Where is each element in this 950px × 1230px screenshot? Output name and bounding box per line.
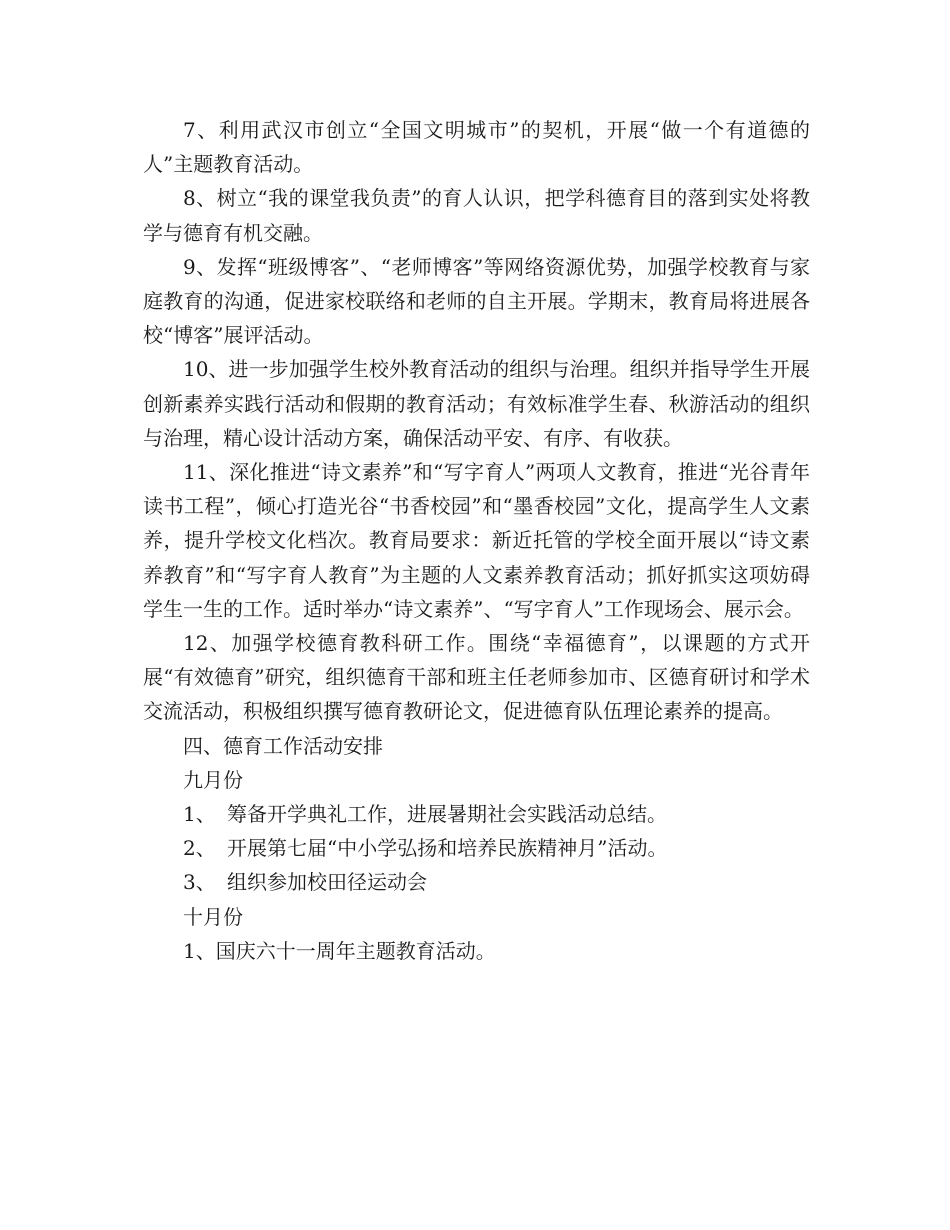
month-heading-september: 九月份 — [183, 767, 243, 792]
september-item — [143, 831, 810, 865]
section-heading: 四、德育工作活动安排 — [183, 733, 383, 758]
paragraph-item-12: 12、加强学校德育教科研工作。围绕“幸福德育”，以课题的方式开展“有效德育”研究，组织德育干部和班主任老师参加市、区德育研讨和学术交流活动，积极组织撰写德育教研论文，促进德育队伍理论素养的提高。 — [143, 631, 810, 724]
october-item: 1、国庆六十一周年主题教育活动。 — [183, 938, 496, 963]
document-page — [143, 113, 810, 968]
september-item-number: 1、 — [183, 802, 216, 827]
paragraph-item-10: 10、进一步加强学生校外教育活动的组织与治理。组织并指导学生开展创新素养实践行活动和假期的教育活动；有效标准学生春、秋游活动的组织与治理，精心设计活动方案，确保活动平安、有序、有收获。 — [143, 357, 810, 450]
september-item — [143, 797, 810, 831]
september-item-number: 3、 — [183, 870, 216, 895]
september-item-text: 筹备开学典礼工作，进展暑期社会实践活动总结。 — [227, 802, 667, 827]
paragraph-item-11: 11、深化推进“诗文素养”和“写字育人”两项人文教育，推进“光谷青年读书工程”，倾心打造光谷“书香校园”和“墨香校园”文化，提高学生人文素养，提升学校文化档次。教育局要求：新近托管的学校全面开展以“诗文素养教育”和“写字育人教育”为主题的人文素养教育活动；抓好抓实这项妨碍学生一生的工作。适时举办“诗文素养”、“写字育人”工作现场会、展示会。 — [143, 460, 810, 621]
paragraph-item-7: 7、利用武汉市创立“全国文明城市”的契机，开展“做一个有道德的人”主题教育活动。 — [143, 118, 810, 177]
month-heading-october: 十月份 — [183, 904, 243, 929]
paragraph-item-8: 8、树立“我的课堂我负责”的育人认识，把学科德育目的落到实处将教学与德育有机交融。 — [143, 186, 810, 245]
paragraph-item-9: 9、发挥“班级博客”、“老师博客”等网络资源优势，加强学校教育与家庭教育的沟通，促进家校联络和老师的自主开展。学期末，教育局将进展各校“博客”展评活动。 — [143, 254, 810, 348]
september-item — [143, 865, 810, 899]
september-item-text: 开展第七届“中小学弘扬和培养民族精神月”活动。 — [227, 836, 668, 861]
september-item-number: 2、 — [183, 836, 216, 861]
september-item-text: 组织参加校田径运动会 — [227, 870, 427, 895]
